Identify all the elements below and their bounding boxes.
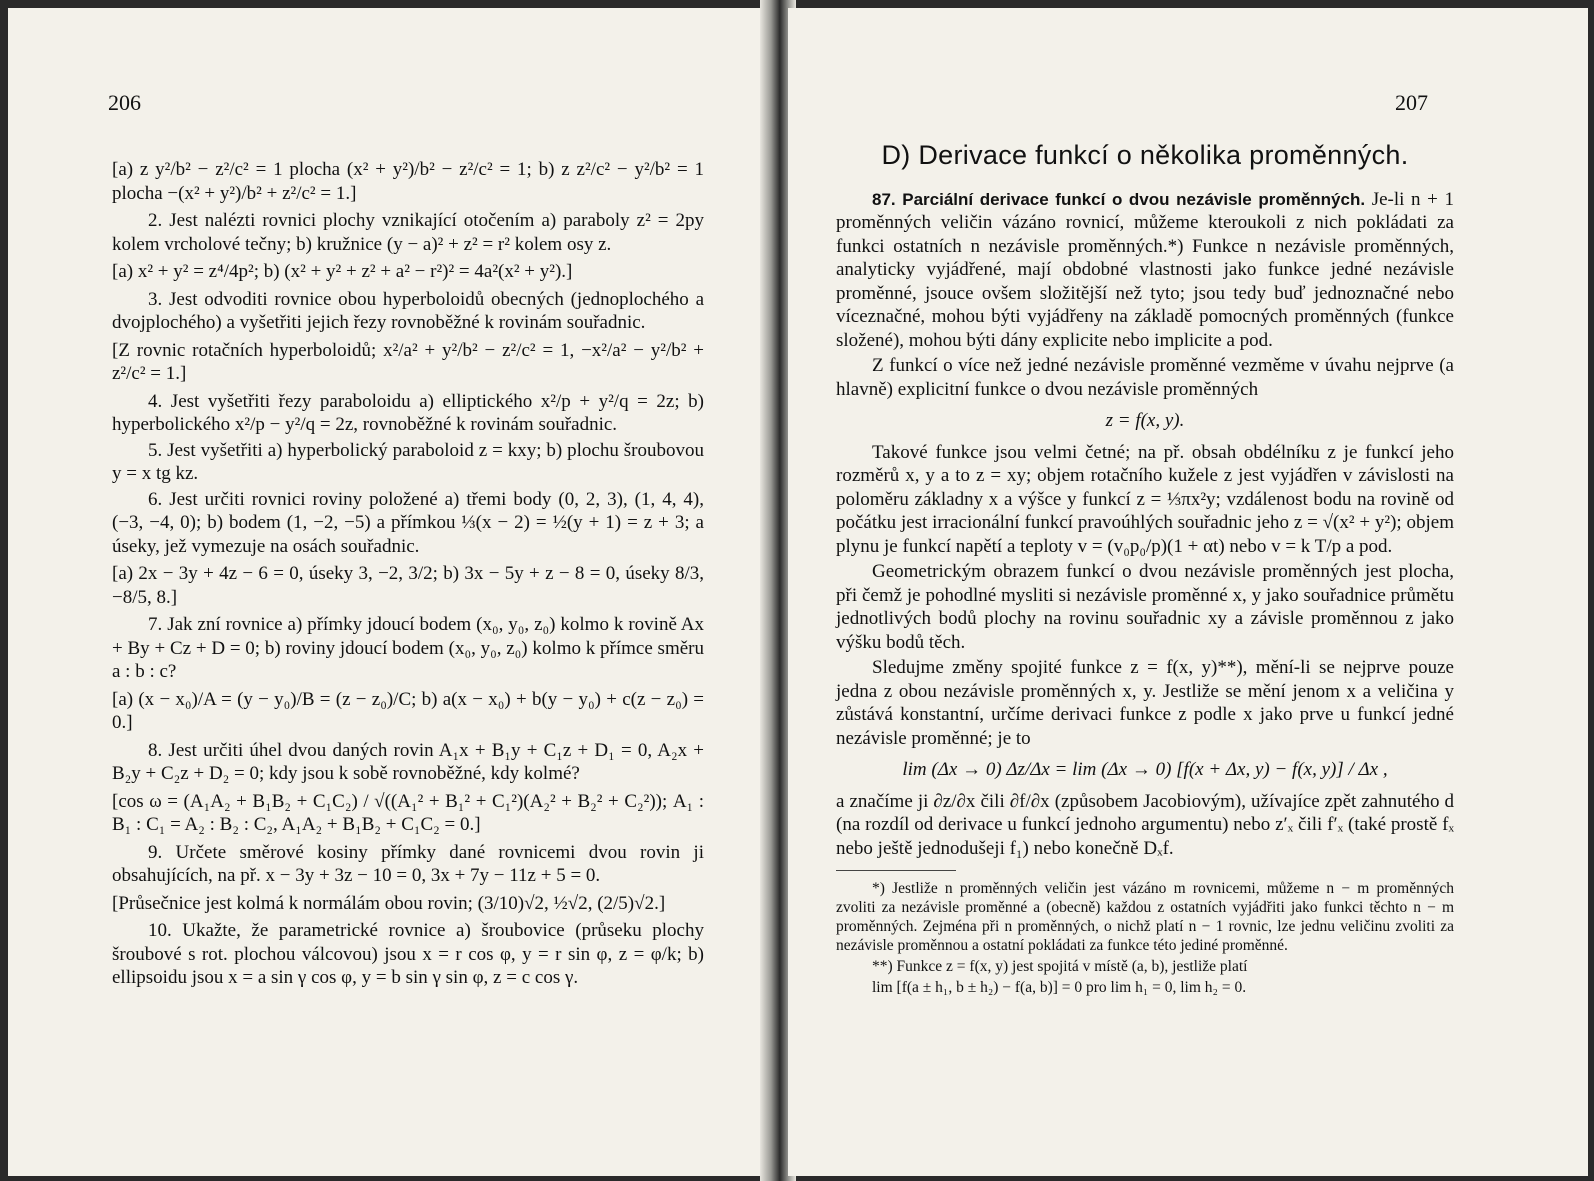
paragraph-6: a značíme ji ∂z/∂x čili ∂f/∂x (způsobem Jacobiovým), užívajíce zpět zahnutého d (na rozdíl od derivace u funkcí jednoho argumentu) nebo z′ₓ čili f′ₓ (také prostě fₓ nebo ještě jednodušeji f₁) nebo konečně Dₓf. [836, 790, 1454, 859]
exercise-8-answer: [cos ω = (A₁A₂ + B₁B₂ + C₁C₂) / √((A₁² + B₁² + C₁²)(A₂² + B₂² + C₂²)); A₁ : B₁ : C₁ = A₂ : B₂ : C₂, A₁A₂ + B₁B₂ + C₁C₂ = 0.] [112, 790, 704, 835]
exercise-6: 6. Jest určiti rovnici roviny položené a) třemi body (0, 2, 3), (1, 4, 4), (−3, −4, 0); b) bodem (1, −2, −5) a přímkou ⅓(x − 2) = ½(y + 1) = z + 3; a úseky, jež vymezuje na osách souřadnic. [112, 488, 704, 557]
formula-z-fxy: z = f(x, y). [1105, 410, 1185, 431]
exercise-10: 10. Ukažte, že parametrické rovnice a) šroubovice (průseku plochy šroubové s rot. plochou válcovou) jsou x = r cos φ, y = r sin φ, z = φ/k; b) ellipsoidu jsou x = a sin γ cos φ, y = b sin γ sin φ, z = c cos γ. [112, 920, 704, 988]
exercise-4: 4. Jest vyšetřiti řezy paraboloidu a) elliptického x²/p + y²/q = 2z; b) hyperbolického x²/p − y²/q = 2z, rovnoběžné k rovinám souřadnic. [112, 390, 704, 435]
exercise-6-answer: [a) 2x − 3y + 4z − 6 = 0, úseky 3, −2, 3/2; b) 3x − 5y + z − 8 = 0, úseky 8/3, −8/5, 8.] [112, 563, 704, 608]
paragraph-2: Z funkcí o více než jedné nezávisle proměnné vezměme v úvahu nejprve (a hlavně) explicitní funkce o dvou nezávisle proměnných [836, 355, 1454, 400]
exercise-9-answer: [Průsečnice jest kolmá k normálám obou rovin; (3/10)√2, ½√2, (2/5)√2.] [112, 892, 666, 914]
exercise-2-answer: [a) x² + y² = z⁴/4p²; b) (x² + y² + z² + a² − r²)² = 4a²(x² + y²).] [112, 261, 573, 282]
footnote-2-formula: lim [f(a ± h₁, b ± h₂) − f(a, b)] = 0 pro lim h₁ = 0, lim h₂ = 0. [872, 979, 1247, 996]
footnote-1: *) Jestliže n proměnných veličin jest vázáno m rovnicemi, můžeme n − m proměnných zvoliti za nezávisle proměnné a (obecně) každou z ostatních vyjádřiti jako funkci těchto n − m proměnných. Zejména při n proměnných, o nichž platí n − 1 rovnic, lze jednu veličinu zvoliti za nezávisle proměnnou a ostatní pokládati za funkce této jediné proměnné. [836, 880, 1454, 954]
exercise-3-answer: [Z rovnic rotačních hyperboloidů; x²/a² + y²/b² − z²/c² = 1, −x²/a² − y²/b² + z²/c² = 1.] [112, 339, 704, 384]
left-page [8, 8, 768, 1176]
exercise-2: 2. Jest nalézti rovnici plochy vznikající otočením a) paraboly z² = 2py kolem vrcholové tečny; b) kružnice (y − a)² + z² = r² kolem osy z. [112, 210, 704, 255]
paragraph-3: Takové funkce jsou velmi četné; na př. obsah obdélníku z je funkcí jeho rozměrů x, y a to z = xy; objem rotačního kužele z jest vyjádřen v závislosti na poloměru základny x a výšce y funkcí z = ⅓πx²y; vzdálenost bodu na rovině od počátku jest irracionální funkcí pravoúhlých souřadnic jeho z = √(x² + y²); objem plynu je funkcí napětí a teploty v = (v₀p₀/p)(1 + αt) nebo v = k T/p a pod. [836, 441, 1454, 557]
paragraph-5: Sledujme změny spojité funkce z = f(x, y)**), mění-li se nejprve pouze jedna z obou nezávisle proměnných x, y. Jestliže se mění jenom x a veličina y zůstává konstantní, určíme derivaci funkce z podle x jako prve u funkcí jedné nezávisle proměnné; je to [836, 657, 1454, 749]
footnote-2: **) Funkce z = f(x, y) jest spojitá v místě (a, b), jestliže platí [872, 958, 1248, 975]
right-column [836, 140, 1454, 999]
page-number-right: 207 [1395, 90, 1428, 115]
exercise-3: 3. Jest odvoditi rovnice obou hyperboloidů obecných (jednoplochého a dvojplochého) a vyšetřiti jejich řezy rovnoběžné k rovinám souřadnic. [112, 288, 704, 333]
right-page [788, 8, 1588, 1176]
section-title: D) Derivace funkcí o několika proměnných. [881, 140, 1409, 170]
exercise-8: 8. Jest určiti úhel dvou daných rovin A₁x + B₁y + C₁z + D₁ = 0, A₂x + B₂y + C₂z + D₂ = 0; kdy jsou k sobě rovnoběžné, kdy kolmé? [112, 739, 704, 784]
paragraph-1: Je-li n + 1 proměnných veličin vázáno rovnicí, můžeme kteroukoli z nich pokládati za funkci ostatních n nezávisle proměnných.*) Funkce n nezávisle proměnných, analyticky vyjádřené, mají obdobné vlastnosti jako funkce jedné nezávisle proměnné, jsouce ovšem složitější než tyto; jsou tedy buď jednoznačné nebo víceznačné, mohou býti vyjádřeny na základě pomocných proměnných (funkce složené), mohou býti dány explicite nebo implicite a pod. [836, 188, 1454, 351]
paragraph-4: Geometrickým obrazem funkcí o dvou nezávisle proměnných jest plocha, při čemž je pohodlné mysliti si nezávisle proměnné x, y jako souřadnice průmětu jednotlivých bodů plochy na rovinu souřadnic xy a závisle proměnnou z jako výšku bodů těch. [836, 561, 1454, 653]
formula-limit: lim (Δx → 0) Δz/Δx = lim (Δx → 0) [f(x + Δx, y) − f(x, y)] / Δx , [902, 759, 1388, 780]
exercise-9: 9. Určete směrové kosiny přímky dané rovnicemi dvou rovin ji obsahujících, na př. x − 3y + 3z − 10 = 0, 3x + 7y − 11z + 5 = 0. [112, 841, 704, 886]
exercise-7-answer: [a) (x − x₀)/A = (y − y₀)/B = (z − z₀)/C; b) a(x − x₀) + b(y − y₀) + c(z − z₀) = 0.] [112, 688, 704, 733]
left-column [112, 154, 704, 992]
page-number-left: 206 [108, 90, 141, 115]
footnotes [836, 879, 1454, 997]
article-heading: 87. Parciální derivace funkcí o dvou nezávisle proměnných. [872, 189, 1366, 209]
exercise-1-answer: [a) z y²/b² − z²/c² = 1 plocha (x² + y²)/b² − z²/c² = 1; b) z z²/c² − y²/b² = 1 plocha −(x² + y²)/b² + z²/c² = 1.] [112, 159, 704, 204]
exercise-5: 5. Jest vyšetřiti a) hyperbolický paraboloid z = kxy; b) plochu šroubovou y = x tg kz. [112, 439, 704, 484]
footnote-separator [836, 870, 956, 871]
exercise-7: 7. Jak zní rovnice a) přímky jdoucí bodem (x₀, y₀, z₀) kolmo k rovině Ax + By + Cz + D = 0; b) roviny jdoucí bodem (x₀, y₀, z₀) kolmo k přímce směru a : b : c? [112, 614, 704, 682]
